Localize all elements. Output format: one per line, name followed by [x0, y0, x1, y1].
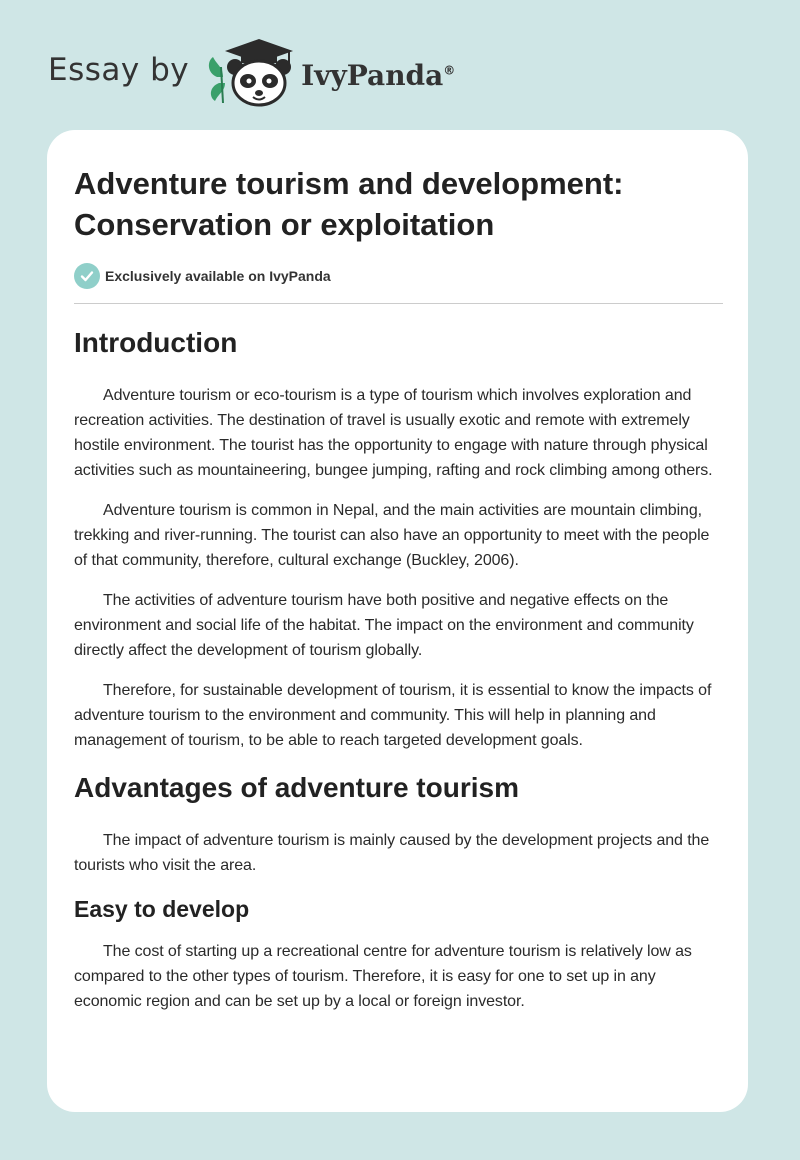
heading-advantages: Advantages of adventure tourism [74, 772, 519, 803]
paragraph: Adventure tourism or eco-tourism is a type of tourism which involves exploration and recreation activities. The destination of travel is usually exotic and remote with extremely hostile environment. The tourist has the opportunity to engage with nature through physical activities such as mountaineering, bungee jumping, rafting and rock climbing among others. [74, 387, 713, 479]
panda-logo-icon [203, 37, 297, 109]
check-circle-icon [74, 263, 100, 289]
exclusive-badge-label: Exclusively available on IvyPanda [105, 268, 331, 284]
exclusive-badge [74, 263, 331, 289]
paragraph: The impact of adventure tourism is mainly caused by the development projects and the tourists who visit the area. [74, 832, 710, 874]
brand-name [301, 59, 455, 92]
paragraph: Therefore, for sustainable development of tourism, it is essential to know the impacts of adventure tourism to the environment and community. This will help in planning and management of tourism, to be able to reach targeted development goals. [74, 682, 712, 749]
divider [74, 303, 723, 304]
page-title: Adventure tourism and development: Conservation or exploitation [74, 166, 624, 242]
paragraph: The activities of adventure tourism have both positive and negative effects on the environment and social life of the habitat. The impact on the environment and community directly affect the development of tourism globally. [74, 592, 694, 659]
essay-content [74, 323, 724, 1029]
brand-prefix: Essay by [48, 52, 190, 88]
paragraph: Adventure tourism is common in Nepal, and the main activities are mountain climbing, trekking and river-running. The tourist can also have an opportunity to meet with the people of that community, therefore, cultural exchange (Buckley, 2006). [74, 502, 710, 569]
brand-header[interactable] [48, 38, 455, 108]
registered-mark: ® [443, 63, 456, 78]
essay-card [47, 130, 748, 1112]
paragraph: The cost of starting up a recreational centre for adventure tourism is relatively low as compared to the other types of tourism. Therefore, it is easy for one to set up in any economic region and can be set up by a local or foreign investor. [74, 943, 692, 1010]
brand-name-text: IvyPanda [301, 58, 444, 92]
heading-introduction: Introduction [74, 327, 238, 358]
heading-easy-to-develop: Easy to develop [74, 896, 250, 922]
